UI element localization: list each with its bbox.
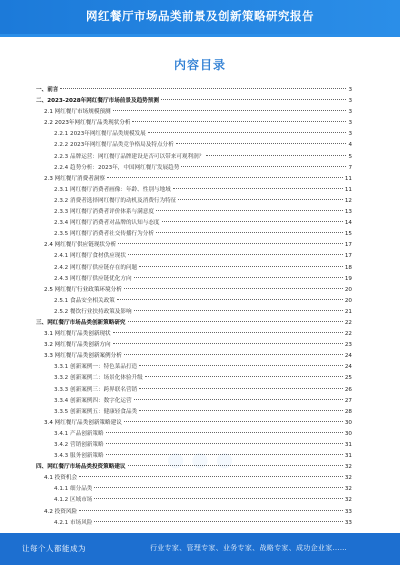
toc-entry[interactable] (36, 385, 352, 396)
toc-entry-text: 3.4 网红餐厅品类创新策略建议 (44, 419, 122, 426)
toc-leader-dots (113, 332, 343, 333)
toc-entry-text: 4.1.2 区域市场 (54, 497, 93, 504)
toc-page-number: 11 (344, 186, 352, 193)
toc-leader-dots (206, 155, 346, 156)
toc-entry[interactable] (36, 462, 352, 473)
toc-leader-dots (94, 487, 342, 488)
toc-entry-text: 2.4.2 网红餐厅供应链存在的问题 (54, 264, 138, 271)
toc-page-number: 3 (348, 131, 352, 138)
toc-entry-text: 二、2023-2028年网红餐厅市场前景及趋势预测 (36, 98, 159, 105)
toc-page-number: 4 (348, 142, 352, 149)
toc-entry-text: 2.1 网红餐厅市场规模预测 (44, 109, 111, 116)
toc-entry-text: 4.2.1 市场风险 (54, 519, 93, 526)
toc-entry-text: 3.3.1 创新案例一：特色菜品打造 (54, 364, 138, 371)
toc-entry[interactable] (36, 96, 352, 107)
toc-entry[interactable] (36, 396, 352, 407)
toc-leader-dots (113, 110, 347, 111)
toc-page-number: 15 (344, 231, 352, 238)
toc-entry[interactable] (36, 495, 352, 506)
toc-leader-dots (134, 310, 343, 311)
toc-entry[interactable] (36, 274, 352, 285)
toc-leader-dots (139, 388, 343, 389)
toc-entry[interactable] (36, 129, 352, 140)
toc-page-number: 14 (344, 220, 352, 227)
toc-leader-dots (139, 266, 343, 267)
toc-entry-text: 3.3.5 创新案例五：健康轻食品类 (54, 408, 138, 415)
toc-page-number: 17 (344, 242, 352, 249)
toc-entry-text: 3.1 网红餐厅品类创新现状 (44, 331, 111, 338)
toc-entry[interactable] (36, 362, 352, 373)
toc-page-number: 19 (344, 275, 352, 282)
toc-entry-text: 3.4.1 产品创新策略 (54, 430, 104, 437)
toc-page-number: 24 (344, 353, 352, 360)
toc-page-number: 3 (348, 120, 352, 127)
toc-leader-dots (161, 99, 346, 100)
toc-entry[interactable] (36, 163, 352, 174)
toc-entry[interactable] (36, 118, 352, 129)
toc-leader-dots (106, 443, 343, 444)
toc-entry[interactable] (36, 107, 352, 118)
toc-leader-dots (162, 221, 343, 222)
toc-entry-text: 3.3.2 创新案例二：场景化体验升级 (54, 375, 143, 382)
toc-entry[interactable] (36, 340, 352, 351)
toc-entry[interactable] (36, 229, 352, 240)
toc-leader-dots (132, 121, 346, 122)
toc-entry[interactable] (36, 207, 352, 218)
footer-expert-list: 行业专家、管理专家、业务专家、战略专家、成功企业家…… (150, 544, 348, 552)
toc-entry[interactable] (36, 318, 352, 329)
toc-entry-text: 2.3.2 消费者选择网红餐厅的动机及消费行为特征 (54, 197, 177, 204)
toc-leader-dots (178, 199, 343, 200)
toc-leader-dots (94, 498, 342, 499)
toc-entry[interactable] (36, 140, 352, 151)
toc-entry-text: 一、前言 (36, 87, 59, 93)
toc-entry[interactable] (36, 85, 352, 96)
table-of-contents (36, 85, 352, 529)
toc-leader-dots (106, 454, 343, 455)
toc-page-number: 30 (344, 419, 352, 426)
toc-leader-dots (128, 465, 343, 466)
toc-entry-text: 2.3.5 网红餐厅消费者社交传播行为分析 (54, 231, 154, 238)
toc-page-number: 27 (344, 397, 352, 404)
toc-entry[interactable] (36, 473, 352, 484)
toc-page-number: 31 (344, 453, 352, 460)
toc-page-number: 13 (344, 209, 352, 216)
footer-slogan: 让每个人都能成为 (22, 544, 86, 553)
toc-entry-text: 4.1.1 细分品类 (54, 486, 93, 493)
toc-entry[interactable] (36, 418, 352, 429)
toc-leader-dots (106, 432, 343, 433)
header-divider (0, 34, 400, 37)
toc-leader-dots (118, 243, 343, 244)
toc-entry-text: 2.5.1 食品安全相关政策 (54, 297, 115, 304)
toc-page-number: 26 (344, 386, 352, 393)
toc-page-number: 12 (344, 197, 352, 204)
toc-page-number: 3 (348, 109, 352, 116)
toc-entry-text: 四、网红餐厅市场品类投资策略建议 (36, 464, 126, 471)
toc-page-number: 7 (348, 164, 352, 171)
toc-entry-text: 3.4.3 服务创新策略 (54, 453, 104, 460)
toc-entry-text: 2.5.2 餐饮行业扶持政策及影响 (54, 308, 132, 315)
toc-entry-text: 4.2 投资风险 (44, 508, 78, 515)
toc-entry[interactable] (36, 263, 352, 274)
toc-leader-dots (173, 188, 343, 189)
toc-entry-text: 2.3.4 网红餐厅消费者对品牌的认知与态度 (54, 220, 160, 227)
toc-entry[interactable] (36, 373, 352, 384)
toc-entry-text: 2.3 网红餐厅消费者洞察 (44, 175, 106, 182)
toc-entry-text: 2.2 2023年网红餐厅品类现状分析 (44, 120, 131, 127)
toc-leader-dots (124, 421, 343, 422)
toc-leader-dots (124, 354, 343, 355)
toc-page-number: 3 (348, 98, 352, 105)
toc-entry[interactable] (36, 174, 352, 185)
toc-page-number: 23 (344, 342, 352, 349)
toc-page-number: 30 (344, 430, 352, 437)
toc-leader-dots (128, 321, 343, 322)
page-footer (0, 533, 400, 565)
toc-leader-dots (181, 166, 346, 167)
toc-page-number: 32 (344, 464, 352, 471)
toc-entry[interactable] (36, 185, 352, 196)
toc-entry-text: 4.1 投资机会 (44, 475, 78, 482)
toc-page-number: 20 (344, 297, 352, 304)
toc-entry[interactable] (36, 152, 352, 163)
toc-page-number: 32 (344, 475, 352, 482)
toc-entry-text: 2.2.3 品牌运营：网红餐厅品牌建设是否可以带来可观利润？ (54, 153, 205, 160)
toc-leader-dots (128, 254, 343, 255)
toc-page-number: 24 (344, 364, 352, 371)
toc-leader-dots (134, 399, 343, 400)
toc-page-number: 22 (344, 331, 352, 338)
toc-entry[interactable] (36, 307, 352, 318)
toc-entry-text: 3.3.3 创新案例三：跨界联名营销 (54, 386, 138, 393)
toc-page-number: 18 (344, 264, 352, 271)
toc-entry-text: 3.4.2 营销创新策略 (54, 442, 104, 448)
toc-leader-dots (139, 365, 343, 366)
toc-leader-dots (156, 232, 343, 233)
toc-leader-dots (124, 288, 343, 289)
toc-entry[interactable] (36, 251, 352, 262)
svg-text:● ● ●: ● ● ● (166, 447, 234, 471)
toc-leader-dots (60, 88, 346, 89)
toc-entry-text: 2.2.1 2023年网红餐厅品类规模发展 (54, 131, 146, 138)
toc-entry[interactable] (36, 507, 352, 518)
toc-entry-text: 2.3.1 网红餐厅消费者画像：年龄、性别与地域 (54, 186, 171, 193)
toc-entry[interactable] (36, 518, 352, 529)
toc-entry-text: 3.3.4 创新案例四：数字化运营 (54, 397, 132, 404)
toc-entry-text: 2.4.1 网红餐厅食材供应现状 (54, 253, 126, 260)
toc-entry-text: 3.2 网红餐厅品类创新方向 (44, 342, 111, 349)
toc-entry[interactable] (36, 440, 352, 451)
toc-entry[interactable] (36, 484, 352, 495)
toc-page-number: 22 (344, 319, 352, 326)
toc-entry[interactable] (36, 285, 352, 296)
toc-leader-dots (79, 510, 343, 511)
toc-page-number: 17 (344, 253, 352, 260)
toc-entry-text: 3.3 网红餐厅品类创新案例分析 (44, 353, 122, 360)
toc-entry-text: 2.4 网红餐厅供应链现状分析 (44, 242, 117, 249)
toc-page-number: 25 (344, 375, 352, 382)
toc-leader-dots (107, 177, 343, 178)
toc-page-number: 20 (344, 286, 352, 293)
toc-page-number: 3 (348, 87, 352, 93)
toc-entry[interactable] (36, 407, 352, 418)
toc-page-number: 21 (344, 308, 352, 315)
toc-entry[interactable] (36, 429, 352, 440)
report-title: 网红餐厅市场品类前景及创新策略研究报告 (86, 9, 314, 23)
toc-entry[interactable] (36, 296, 352, 307)
toc-entry[interactable] (36, 218, 352, 229)
toc-page-number: 11 (344, 175, 352, 182)
toc-leader-dots (79, 476, 343, 477)
toc-entry[interactable] (36, 240, 352, 251)
toc-leader-dots (176, 143, 347, 144)
toc-entry[interactable] (36, 329, 352, 340)
toc-leader-dots (145, 376, 343, 377)
toc-leader-dots (117, 299, 343, 300)
toc-entry-text: 三、网红餐厅市场品类创新策略研究 (36, 319, 126, 326)
toc-leader-dots (134, 277, 343, 278)
toc-leader-dots (156, 210, 343, 211)
toc-heading: 内容目录 (173, 58, 226, 72)
toc-leader-dots (94, 521, 342, 522)
toc-entry[interactable] (36, 196, 352, 207)
toc-page-number: 33 (344, 519, 352, 526)
toc-entry-text: 2.5 网红餐厅行业政策环境分析 (44, 286, 122, 293)
toc-page-number: 31 (344, 442, 352, 448)
toc-entry-text: 2.2.4 趋势分析：2023年，中国网红餐厅发展趋势 (54, 164, 180, 171)
toc-entry-text: 2.3.3 网红餐厅消费者评价体系与满意度 (54, 209, 154, 216)
toc-leader-dots (139, 410, 343, 411)
toc-page-number: 33 (344, 508, 352, 515)
toc-page-number: 32 (344, 486, 352, 493)
toc-leader-dots (148, 132, 347, 133)
toc-entry-text: 2.2.2 2023年网红餐厅品类竞争格局及特点分析 (54, 142, 174, 149)
toc-entry[interactable] (36, 351, 352, 362)
report-header (0, 0, 400, 34)
toc-entry[interactable] (36, 451, 352, 462)
toc-page-number: 28 (344, 408, 352, 415)
toc-page-number: 32 (344, 497, 352, 504)
toc-entry-text: 2.4.3 网红餐厅供应链优化方向 (54, 275, 132, 282)
toc-page-number: 5 (348, 153, 352, 160)
toc-leader-dots (113, 343, 343, 344)
